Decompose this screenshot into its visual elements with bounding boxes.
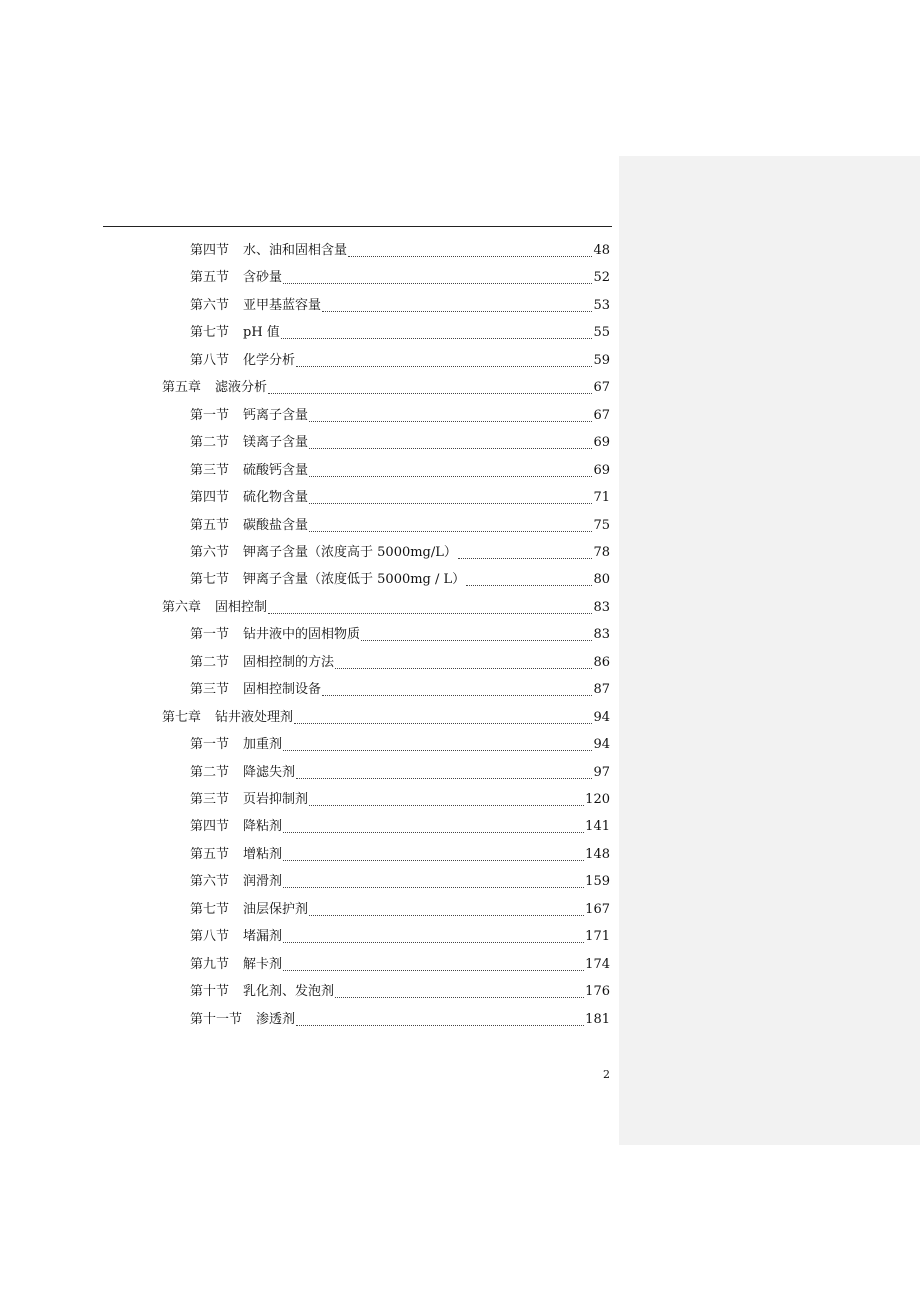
- toc-entry-page: 87: [593, 682, 610, 698]
- toc-entry-page: 78: [593, 544, 610, 560]
- toc-entry-page: 120: [585, 792, 610, 807]
- toc-dot-leader: [309, 503, 592, 504]
- toc-entry-page: 83: [593, 627, 610, 643]
- toc-dot-leader: [335, 668, 592, 669]
- toc-dot-leader: [309, 915, 584, 916]
- header-rule: [103, 226, 612, 227]
- toc-dot-leader: [268, 393, 592, 394]
- toc-section-entry[interactable]: [190, 351, 610, 371]
- toc-dot-leader: [309, 805, 584, 806]
- toc-entry-number: 第四节: [190, 819, 230, 835]
- toc-entry-page: 94: [593, 737, 610, 753]
- toc-entry-title: 润滑剂: [243, 874, 283, 890]
- toc-section-entry[interactable]: [190, 488, 610, 508]
- toc-section-entry[interactable]: [190, 241, 610, 261]
- toc-entry-number: 第十节: [190, 984, 230, 1000]
- toc-dot-leader: [283, 832, 584, 833]
- toc-dot-leader: [466, 585, 592, 586]
- toc-entry-title: 镁离子含量: [243, 435, 309, 451]
- toc-entry-number: 第五节: [190, 846, 230, 862]
- toc-entry-title: 固相控制: [215, 599, 268, 615]
- toc-entry-number: 第八节: [190, 352, 230, 368]
- toc-chapter-entry[interactable]: [162, 598, 610, 618]
- page-number: 2: [603, 1068, 610, 1081]
- toc-section-entry[interactable]: [190, 845, 610, 865]
- toc-entry-number: 第一节: [190, 627, 230, 643]
- toc-entry-number: 第六节: [190, 544, 230, 560]
- toc-section-entry[interactable]: [190, 982, 610, 1002]
- toc-section-entry[interactable]: [190, 516, 610, 536]
- toc-entry-title: 降粘剂: [243, 819, 283, 835]
- toc-dot-leader: [283, 970, 584, 971]
- toc-entry-title: 解卡剂: [243, 956, 283, 972]
- toc-dot-leader: [283, 942, 584, 943]
- toc-section-entry[interactable]: [190, 735, 610, 755]
- toc-dot-leader: [283, 750, 592, 751]
- toc-dot-leader: [296, 366, 592, 367]
- toc-entry-page: 67: [593, 380, 610, 396]
- toc-entry-page: 181: [585, 1011, 610, 1027]
- toc-entry-number: 第六节: [190, 874, 230, 890]
- toc-dot-leader: [322, 311, 592, 312]
- toc-entry-title: 化学分析: [243, 352, 296, 368]
- toc-dot-leader: [283, 283, 592, 284]
- toc-entry-number: 第二节: [190, 764, 230, 780]
- toc-section-entry[interactable]: [190, 625, 610, 645]
- toc-entry-page: 167: [585, 901, 610, 917]
- toc-entry-title: 含砂量: [243, 270, 283, 286]
- toc-dot-leader: [309, 448, 592, 449]
- toc-entry-page: 174: [585, 956, 610, 972]
- toc-entry-number: 第十一节: [190, 1011, 243, 1027]
- toc-entry-number: 第五章: [162, 380, 202, 396]
- toc-section-entry[interactable]: [190, 680, 610, 700]
- toc-dot-leader: [309, 421, 592, 422]
- toc-entry-number: 第五节: [190, 270, 230, 286]
- toc-dot-leader: [348, 256, 592, 257]
- toc-section-entry[interactable]: [190, 653, 610, 673]
- toc-entry-title: 页岩抑制剂: [243, 792, 309, 807]
- toc-entry-number: 第三节: [190, 682, 230, 698]
- toc-entry-title: 碳酸盐含量: [243, 517, 309, 533]
- toc-entry-number: 第二节: [190, 435, 230, 451]
- toc-entry-number: 第四节: [190, 243, 230, 258]
- toc-section-entry[interactable]: [190, 1010, 610, 1030]
- toc-entry-title: pH 值: [243, 325, 280, 341]
- toc-entry-title: 降滤失剂: [243, 764, 296, 780]
- toc-dot-leader: [294, 723, 592, 724]
- toc-section-entry[interactable]: [190, 763, 610, 783]
- toc-chapter-entry[interactable]: [162, 708, 610, 728]
- toc-entry-page: 83: [593, 599, 610, 615]
- toc-entry-title: 固相控制的方法: [243, 654, 335, 670]
- toc-entry-number: 第七节: [190, 901, 230, 917]
- toc-dot-leader: [458, 558, 593, 559]
- toc-entry-number: 第四节: [190, 490, 230, 506]
- toc-entry-page: 52: [593, 270, 610, 286]
- toc-entry-page: 75: [593, 517, 610, 533]
- toc-section-entry[interactable]: [190, 268, 610, 288]
- toc-entry-number: 第一节: [190, 407, 230, 423]
- toc-entry-number: 第二节: [190, 654, 230, 670]
- toc-entry-title: 增粘剂: [243, 846, 283, 862]
- toc-section-entry[interactable]: [190, 927, 610, 947]
- toc-entry-page: 71: [593, 490, 610, 506]
- toc-entry-page: 94: [593, 709, 610, 725]
- toc-section-entry[interactable]: [190, 543, 610, 563]
- toc-entry-page: 80: [593, 572, 610, 588]
- toc-entry-title: 堵漏剂: [243, 929, 283, 945]
- toc-entry-number: 第六章: [162, 599, 202, 615]
- toc-section-entry[interactable]: [190, 296, 610, 316]
- toc-entry-number: 第九节: [190, 956, 230, 972]
- toc-section-entry[interactable]: [190, 433, 610, 453]
- toc-entry-title: 钙离子含量: [243, 407, 309, 423]
- toc-entry-title: 硫化物含量: [243, 490, 309, 506]
- comment-pane: [619, 156, 920, 1145]
- toc-entry-number: 第三节: [190, 462, 230, 478]
- toc-section-entry[interactable]: [190, 323, 610, 343]
- toc-entry-page: 159: [585, 874, 610, 890]
- toc-section-entry[interactable]: [190, 406, 610, 426]
- toc-entry-page: 53: [593, 297, 610, 313]
- toc-entry-title: 油层保护剂: [243, 901, 309, 917]
- toc-entry-page: 141: [585, 819, 610, 835]
- toc-dot-leader: [296, 778, 592, 779]
- toc-entry-number: 第五节: [190, 517, 230, 533]
- toc-entry-number: 第一节: [190, 737, 230, 753]
- toc-dot-leader: [361, 640, 592, 641]
- toc-entry-number: 第七章: [162, 709, 202, 725]
- toc-entry-number: 第六节: [190, 297, 230, 313]
- toc-entry-page: 97: [593, 764, 610, 780]
- toc-dot-leader: [309, 476, 592, 477]
- toc-entry-page: 59: [593, 352, 610, 368]
- toc-entry-number: 第七节: [190, 572, 230, 588]
- toc-section-entry[interactable]: [190, 790, 610, 810]
- toc-entry-number: 第七节: [190, 325, 230, 341]
- toc-chapter-entry[interactable]: [162, 378, 610, 398]
- toc-entry-page: 176: [585, 984, 610, 1000]
- toc-entry-title: 硫酸钙含量: [243, 462, 309, 478]
- toc-section-entry[interactable]: [190, 955, 610, 975]
- toc-entry-page: 86: [593, 654, 610, 670]
- toc-section-entry[interactable]: [190, 900, 610, 920]
- toc-section-entry[interactable]: [190, 817, 610, 837]
- toc-dot-leader: [283, 887, 584, 888]
- toc-entry-title: 亚甲基蓝容量: [243, 297, 322, 313]
- toc-dot-leader: [309, 531, 592, 532]
- toc-section-entry[interactable]: [190, 461, 610, 481]
- toc-entry-title: 钻井液处理剂: [215, 709, 294, 725]
- toc-entry-number: 第八节: [190, 929, 230, 945]
- toc-entry-title: 加重剂: [243, 737, 283, 753]
- toc-entry-page: 48: [593, 243, 610, 258]
- toc-entry-title: 钾离子含量（浓度低于 5000mg / L）: [243, 572, 466, 588]
- toc-entry-page: 69: [593, 462, 610, 478]
- toc-entry-page: 69: [593, 435, 610, 451]
- toc-dot-leader: [335, 997, 584, 998]
- toc-entry-title: 固相控制设备: [243, 682, 322, 698]
- toc-entry-page: 148: [585, 846, 610, 862]
- toc-entry-title: 渗透剂: [256, 1011, 296, 1027]
- toc-entry-title: 水、油和固相含量: [243, 243, 348, 258]
- toc-entry-number: 第三节: [190, 792, 230, 807]
- toc-dot-leader: [296, 1025, 584, 1026]
- toc-section-entry[interactable]: [190, 872, 610, 892]
- toc-entry-title: 钻井液中的固相物质: [243, 627, 361, 643]
- toc-entry-page: 171: [585, 929, 610, 945]
- toc-entry-page: 55: [593, 325, 610, 341]
- toc-entry-title: 乳化剂、发泡剂: [243, 984, 335, 1000]
- toc-entry-title: 滤液分析: [215, 380, 268, 396]
- toc-dot-leader: [283, 860, 584, 861]
- toc-dot-leader: [322, 695, 592, 696]
- toc-dot-leader: [268, 613, 592, 614]
- toc-dot-leader: [281, 338, 593, 339]
- toc-entry-title: 钾离子含量（浓度高于 5000mg/L）: [243, 544, 457, 560]
- toc-section-entry[interactable]: [190, 570, 610, 590]
- toc-entry-page: 67: [593, 407, 610, 423]
